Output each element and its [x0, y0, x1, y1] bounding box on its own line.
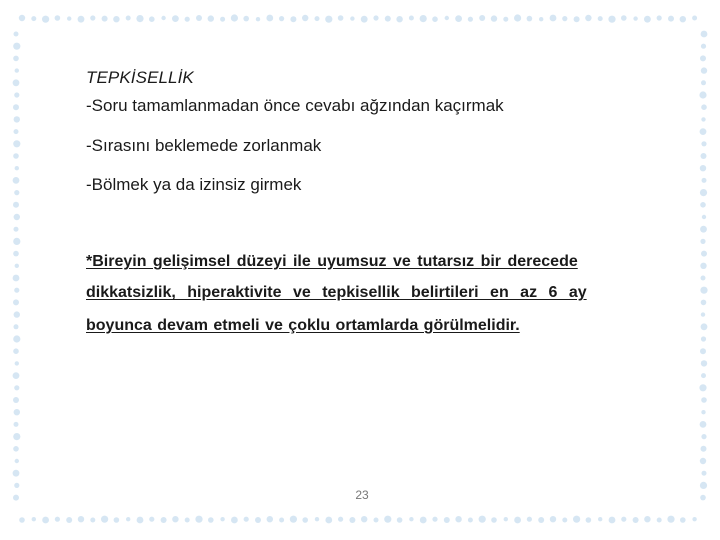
border-dot [15, 264, 19, 268]
border-dot [701, 410, 705, 414]
border-dot [14, 32, 19, 37]
border-dot [699, 91, 706, 98]
border-dot [14, 92, 19, 97]
border-dot [680, 517, 686, 523]
slide-content [86, 0, 656, 540]
border-dot [701, 141, 706, 146]
border-dot [700, 348, 706, 354]
border-dot [13, 140, 20, 147]
border-dot [19, 517, 25, 523]
border-dot [700, 165, 706, 171]
border-dot [680, 16, 686, 22]
border-dot [657, 15, 662, 20]
bullet-item-1: -Soru tamamlanmadan önce cevabı ağzından kaçırmak [86, 96, 504, 115]
border-dot [78, 516, 84, 522]
border-dot [700, 239, 705, 244]
border-dot [700, 495, 706, 501]
border-dot [701, 276, 706, 281]
border-dot [55, 517, 60, 522]
border-dot [701, 446, 707, 452]
border-dot [13, 446, 19, 452]
border-dot [13, 372, 20, 379]
border-dot [700, 202, 706, 208]
border-dot [657, 518, 662, 523]
border-dot [701, 373, 706, 378]
border-dot [14, 288, 19, 293]
border-dot [700, 458, 706, 464]
border-dot [701, 336, 706, 341]
border-dot [13, 275, 20, 282]
border-dot [701, 117, 705, 121]
border-dot [13, 433, 20, 440]
border-dot [699, 384, 706, 391]
border-dot [13, 348, 19, 354]
border-dot [701, 312, 705, 316]
border-dot [701, 397, 707, 403]
border-dot [668, 16, 674, 22]
border-dot [14, 214, 20, 220]
border-dot [702, 471, 707, 476]
border-dot [14, 190, 19, 195]
border-dot [67, 16, 71, 20]
border-dot [701, 67, 707, 73]
border-dot [14, 324, 19, 329]
diagnostic-note-line-1: *Bireyin gelişimsel düzeyi ile uyumsuz ve tutarsız bir derecede [86, 253, 578, 270]
border-dot [701, 360, 707, 366]
border-dot [13, 104, 19, 110]
border-dot [13, 335, 20, 342]
border-dot [42, 517, 49, 524]
border-dot [13, 251, 19, 257]
border-dot [13, 238, 20, 245]
border-dot [701, 104, 707, 110]
border-dot [15, 459, 19, 463]
border-dot [702, 215, 706, 219]
border-dot [13, 79, 20, 86]
bullet-item-3: -Bölmek ya da izinsiz girmek [86, 175, 302, 194]
border-dot [692, 517, 696, 521]
border-dot [700, 263, 706, 269]
border-dot [692, 16, 697, 21]
border-dot [700, 128, 707, 135]
border-dot [13, 397, 19, 403]
bullet-item-2: -Sırasını beklemede zorlanmak [86, 136, 322, 155]
border-dot [15, 361, 19, 365]
border-dot [15, 166, 19, 170]
border-dot [13, 202, 19, 208]
slide-title: TEPKİSELLİK [86, 68, 194, 88]
border-dot [667, 516, 674, 523]
border-dot [14, 409, 20, 415]
border-dot [700, 226, 707, 233]
border-dot [701, 44, 706, 49]
border-dot [14, 129, 19, 134]
border-dot [14, 422, 19, 427]
border-dot [701, 31, 708, 38]
border-dot [700, 189, 707, 196]
border-dot [701, 434, 706, 439]
border-dot [701, 80, 706, 85]
border-dot [13, 43, 20, 50]
border-dot [32, 517, 36, 521]
border-dot [13, 56, 19, 62]
border-dot [701, 251, 707, 257]
border-dot [55, 15, 61, 21]
border-dot [700, 55, 706, 61]
page-number: 23 [355, 488, 369, 502]
border-dot [700, 421, 707, 428]
border-dot [13, 495, 19, 501]
diagnostic-note-line-3: boyunca devam etmeli ve çoklu ortamlarda görülmelidir. [86, 317, 520, 334]
border-dot [14, 227, 19, 232]
border-dot [14, 311, 20, 317]
border-dot [700, 287, 707, 294]
border-dot [15, 68, 19, 72]
border-dot [14, 116, 20, 122]
border-dot [701, 153, 707, 159]
border-dot [31, 16, 36, 21]
border-dot [14, 385, 19, 390]
border-dot [66, 517, 72, 523]
border-dot [78, 16, 85, 23]
border-dot [13, 153, 19, 159]
border-dot [701, 300, 707, 306]
border-dot [700, 482, 707, 489]
border-dot [13, 470, 20, 477]
border-dot [19, 15, 25, 21]
diagnostic-note-line-2: dikkatsizlik, hiperaktivite ve tepkisellik belirtileri en az 6 ay [86, 284, 587, 301]
border-dot [13, 177, 20, 184]
border-dot [13, 299, 19, 305]
border-dot [42, 16, 49, 23]
border-dot [14, 483, 19, 488]
border-dot [701, 323, 708, 330]
border-dot [702, 178, 707, 183]
